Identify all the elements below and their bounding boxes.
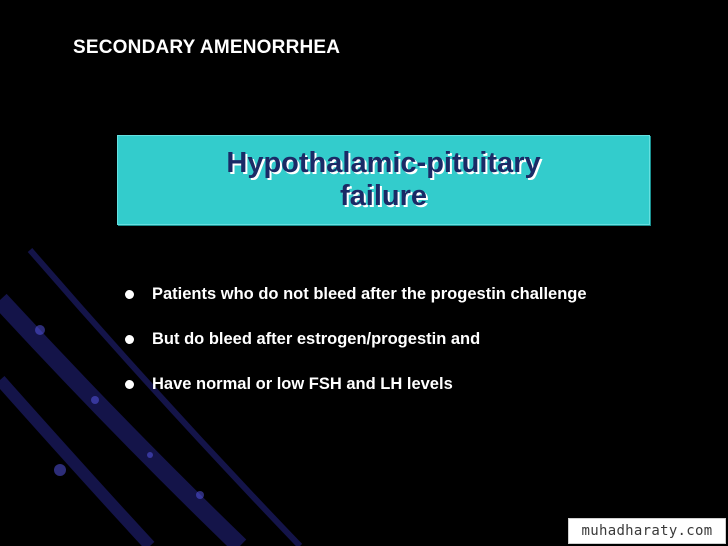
watermark <box>568 518 726 544</box>
bullet-text: Have normal or low FSH and LH levels <box>152 375 453 393</box>
title-line-2: failure <box>339 180 428 212</box>
bullet-dot-icon <box>125 335 134 344</box>
bullet-text: Patients who do not bleed after the progestin challenge <box>152 285 587 303</box>
bullet-list <box>125 285 660 394</box>
slide-heading: SECONDARY AMENORRHEA <box>73 37 341 58</box>
title-box <box>117 135 650 225</box>
bullet-dot-icon <box>125 290 134 299</box>
bullet-item <box>125 285 660 304</box>
bullet-dot-icon <box>125 380 134 389</box>
watermark-text: muhadharaty.com <box>581 523 713 539</box>
title-line-1: Hypothalamic-pituitary <box>226 147 541 179</box>
bullet-text: But do bleed after estrogen/progestin and <box>152 330 481 348</box>
bullet-item <box>125 330 660 349</box>
bullet-item <box>125 375 660 394</box>
